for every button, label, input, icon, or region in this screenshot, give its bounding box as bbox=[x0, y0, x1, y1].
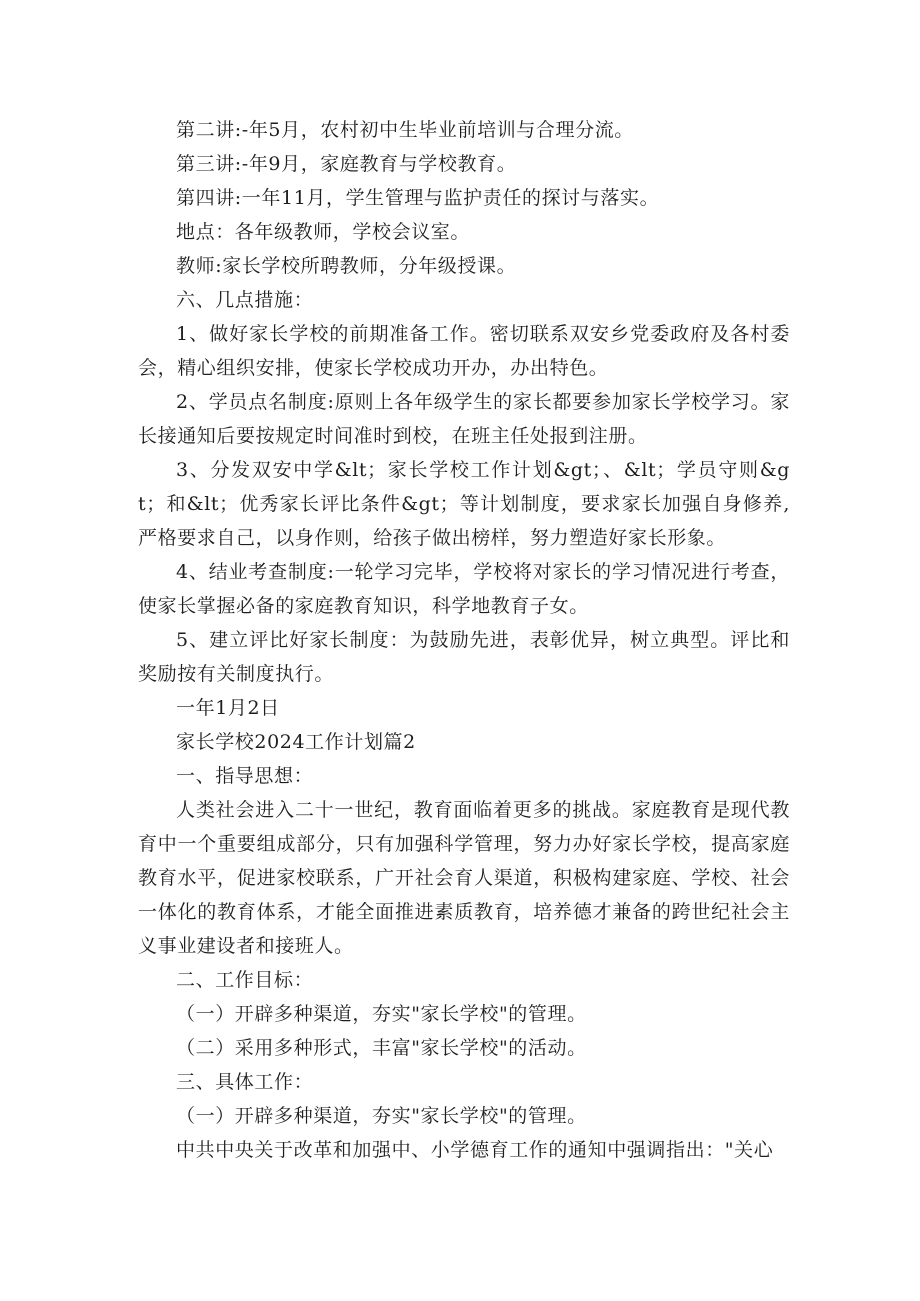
paragraph-measure-4: 4、结业考查制度:一轮学习完毕，学校将对家长的学习情况进行考查，使家长掌握必备的家庭教育知识，科学地教育子女。 bbox=[138, 561, 790, 617]
paragraph-goal-2: （二）采用多种形式，丰富"家长学校"的活动。 bbox=[176, 1037, 587, 1059]
document-body bbox=[138, 113, 790, 1167]
paragraph-teachers: 教师:家长学校所聘教师，分年级授课。 bbox=[176, 255, 517, 277]
paragraph-goal-1: （一）开辟多种渠道，夯实"家长学校"的管理。 bbox=[176, 1003, 587, 1025]
paragraph-work-1: （一）开辟多种渠道，夯实"家长学校"的管理。 bbox=[176, 1105, 587, 1127]
paragraph-measure-2: 2、学员点名制度:原则上各年级学生的家长都要参加家长学校学习。家长接通知后要按规定时间准时到校，在班主任处报到注册。 bbox=[138, 391, 790, 447]
section-heading-work: 三、具体工作： bbox=[176, 1071, 314, 1093]
paragraph-guiding: 人类社会进入二十一世纪，教育面临着更多的挑战。家庭教育是现代教育中一个重要组成部分，只有加强科学管理，努力办好家长学校，提高家庭教育水平，促进家校联系，广开社会育人渠道，积极构建家庭、学校、社会一体化的教育体系，才能全面推进素质教育，培养德才兼备的跨世纪社会主义事业建设者和接班人。 bbox=[138, 799, 790, 957]
paragraph-notice: 中共中央关于改革和加强中、小学德育工作的通知中强调指出："关心 bbox=[176, 1139, 774, 1161]
section-heading-goals: 二、工作目标： bbox=[176, 969, 314, 991]
paragraph-measure-1: 1、做好家长学校的前期准备工作。密切联系双安乡党委政府及各村委会，精心组织安排，使家长学校成功开办，办出特色。 bbox=[138, 323, 790, 379]
section-heading-measures: 六、几点措施： bbox=[176, 289, 314, 311]
paragraph-lecture-3: 第三讲:-年9月，家庭教育与学校教育。 bbox=[176, 153, 517, 175]
paragraph-measure-3: 3、分发双安中学&lt；家长学校工作计划&gt；、&lt；学员守则&gt；和&lt；优秀家长评比条件&gt；等计划制度，要求家长加强自身修养,严格要求自己，以身作则，给孩子做出榜样，努力塑造好家长形象。 bbox=[138, 459, 790, 549]
paragraph-date: 一年1月2日 bbox=[176, 697, 280, 719]
paragraph-lecture-2: 第二讲:-年5月，农村初中生毕业前培训与合理分流。 bbox=[176, 119, 634, 141]
article-title: 家长学校2024工作计划篇2 bbox=[176, 731, 416, 753]
paragraph-location: 地点：各年级教师，学校会议室。 bbox=[176, 221, 471, 243]
paragraph-measure-5: 5、建立评比好家长制度：为鼓励先进，表彰优异，树立典型。评比和奖励按有关制度执行。 bbox=[138, 629, 790, 685]
section-heading-guiding: 一、指导思想： bbox=[176, 765, 314, 787]
paragraph-lecture-4: 第四讲:一年11月，学生管理与监护责任的探讨与落实。 bbox=[176, 187, 660, 209]
